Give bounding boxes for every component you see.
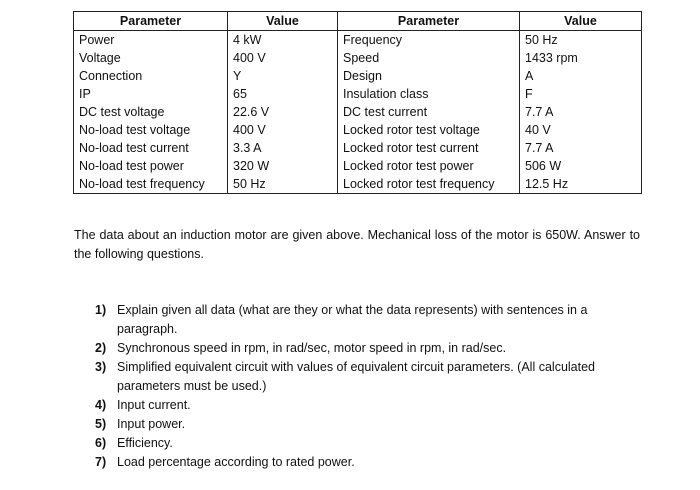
header-parameter-2: Parameter	[338, 12, 520, 31]
param-name-cell: Locked rotor test frequency	[338, 175, 520, 194]
question-number: 5)	[95, 417, 107, 431]
question-text: Input current.	[117, 398, 191, 412]
param-name-cell: Locked rotor test current	[338, 139, 520, 157]
header-value-1: Value	[228, 12, 338, 31]
question-text: Input power.	[117, 417, 186, 431]
table-row	[74, 121, 642, 139]
param-name-cell: Locked rotor test power	[338, 157, 520, 175]
question-text: Synchronous speed in rpm, in rad/sec, motor speed in rpm, in rad/sec.	[117, 341, 507, 355]
param-value-cell: 1433 rpm	[520, 49, 642, 67]
param-name-cell: Frequency	[338, 31, 520, 50]
param-value-cell: F	[520, 85, 642, 103]
param-name-cell: Voltage	[74, 49, 228, 67]
param-value-cell: 7.7 A	[520, 103, 642, 121]
param-value-cell: 65	[228, 85, 338, 103]
param-value-cell: 506 W	[520, 157, 642, 175]
question-text: Efficiency.	[117, 436, 173, 450]
param-value-cell: 3.3 A	[228, 139, 338, 157]
param-value-cell: 22.6 V	[228, 103, 338, 121]
question-number: 6)	[95, 436, 107, 450]
question-number: 3)	[95, 360, 107, 374]
table-row	[74, 31, 642, 50]
param-name-cell: Locked rotor test voltage	[338, 121, 520, 139]
param-name-cell: No-load test voltage	[74, 121, 228, 139]
param-value-cell: 7.7 A	[520, 139, 642, 157]
param-name-cell: Design	[338, 67, 520, 85]
param-name-cell: Connection	[74, 67, 228, 85]
param-name-cell: Insulation class	[338, 85, 520, 103]
question-text: Simplified equivalent circuit with values of equivalent circuit parameters. (All calculated parameters must be used.)	[117, 360, 595, 393]
param-value-cell: Y	[228, 67, 338, 85]
question-item	[95, 358, 641, 396]
param-value-cell: 50 Hz	[520, 31, 642, 50]
question-number: 4)	[95, 398, 107, 412]
table-row	[74, 139, 642, 157]
param-value-cell: 400 V	[228, 121, 338, 139]
param-value-cell: 40 V	[520, 121, 642, 139]
param-name-cell: IP	[74, 85, 228, 103]
table-row	[74, 67, 642, 85]
param-name-cell: DC test voltage	[74, 103, 228, 121]
question-text: Explain given all data (what are they or what the data represents) with sentences in a paragraph.	[117, 303, 588, 336]
question-item	[95, 434, 641, 453]
question-number: 2)	[95, 341, 107, 355]
question-item	[95, 301, 641, 339]
param-name-cell: No-load test current	[74, 139, 228, 157]
param-name-cell: No-load test frequency	[74, 175, 228, 194]
table-row	[74, 85, 642, 103]
param-value-cell: 50 Hz	[228, 175, 338, 194]
param-name-cell: Power	[74, 31, 228, 50]
problem-intro: The data about an induction motor are given above. Mechanical loss of the motor is 650W. Answer to the following questions.	[74, 228, 640, 261]
question-item	[95, 396, 641, 415]
param-value-cell: 12.5 Hz	[520, 175, 642, 194]
param-value-cell: 4 kW	[228, 31, 338, 50]
table-row	[74, 157, 642, 175]
question-item	[95, 415, 641, 434]
question-item	[95, 453, 641, 472]
motor-parameters-table	[73, 11, 642, 194]
header-parameter-1: Parameter	[74, 12, 228, 31]
param-value-cell: 320 W	[228, 157, 338, 175]
table-row	[74, 175, 642, 194]
param-name-cell: DC test current	[338, 103, 520, 121]
question-number: 1)	[95, 303, 107, 317]
table-row	[74, 103, 642, 121]
question-list	[95, 301, 641, 472]
param-value-cell: 400 V	[228, 49, 338, 67]
param-value-cell: A	[520, 67, 642, 85]
question-item	[95, 339, 641, 358]
header-value-2: Value	[520, 12, 642, 31]
question-text: Load percentage according to rated power.	[117, 455, 355, 469]
table-row	[74, 49, 642, 67]
param-name-cell: No-load test power	[74, 157, 228, 175]
table-header-row	[74, 12, 642, 31]
param-name-cell: Speed	[338, 49, 520, 67]
question-number: 7)	[95, 455, 107, 469]
